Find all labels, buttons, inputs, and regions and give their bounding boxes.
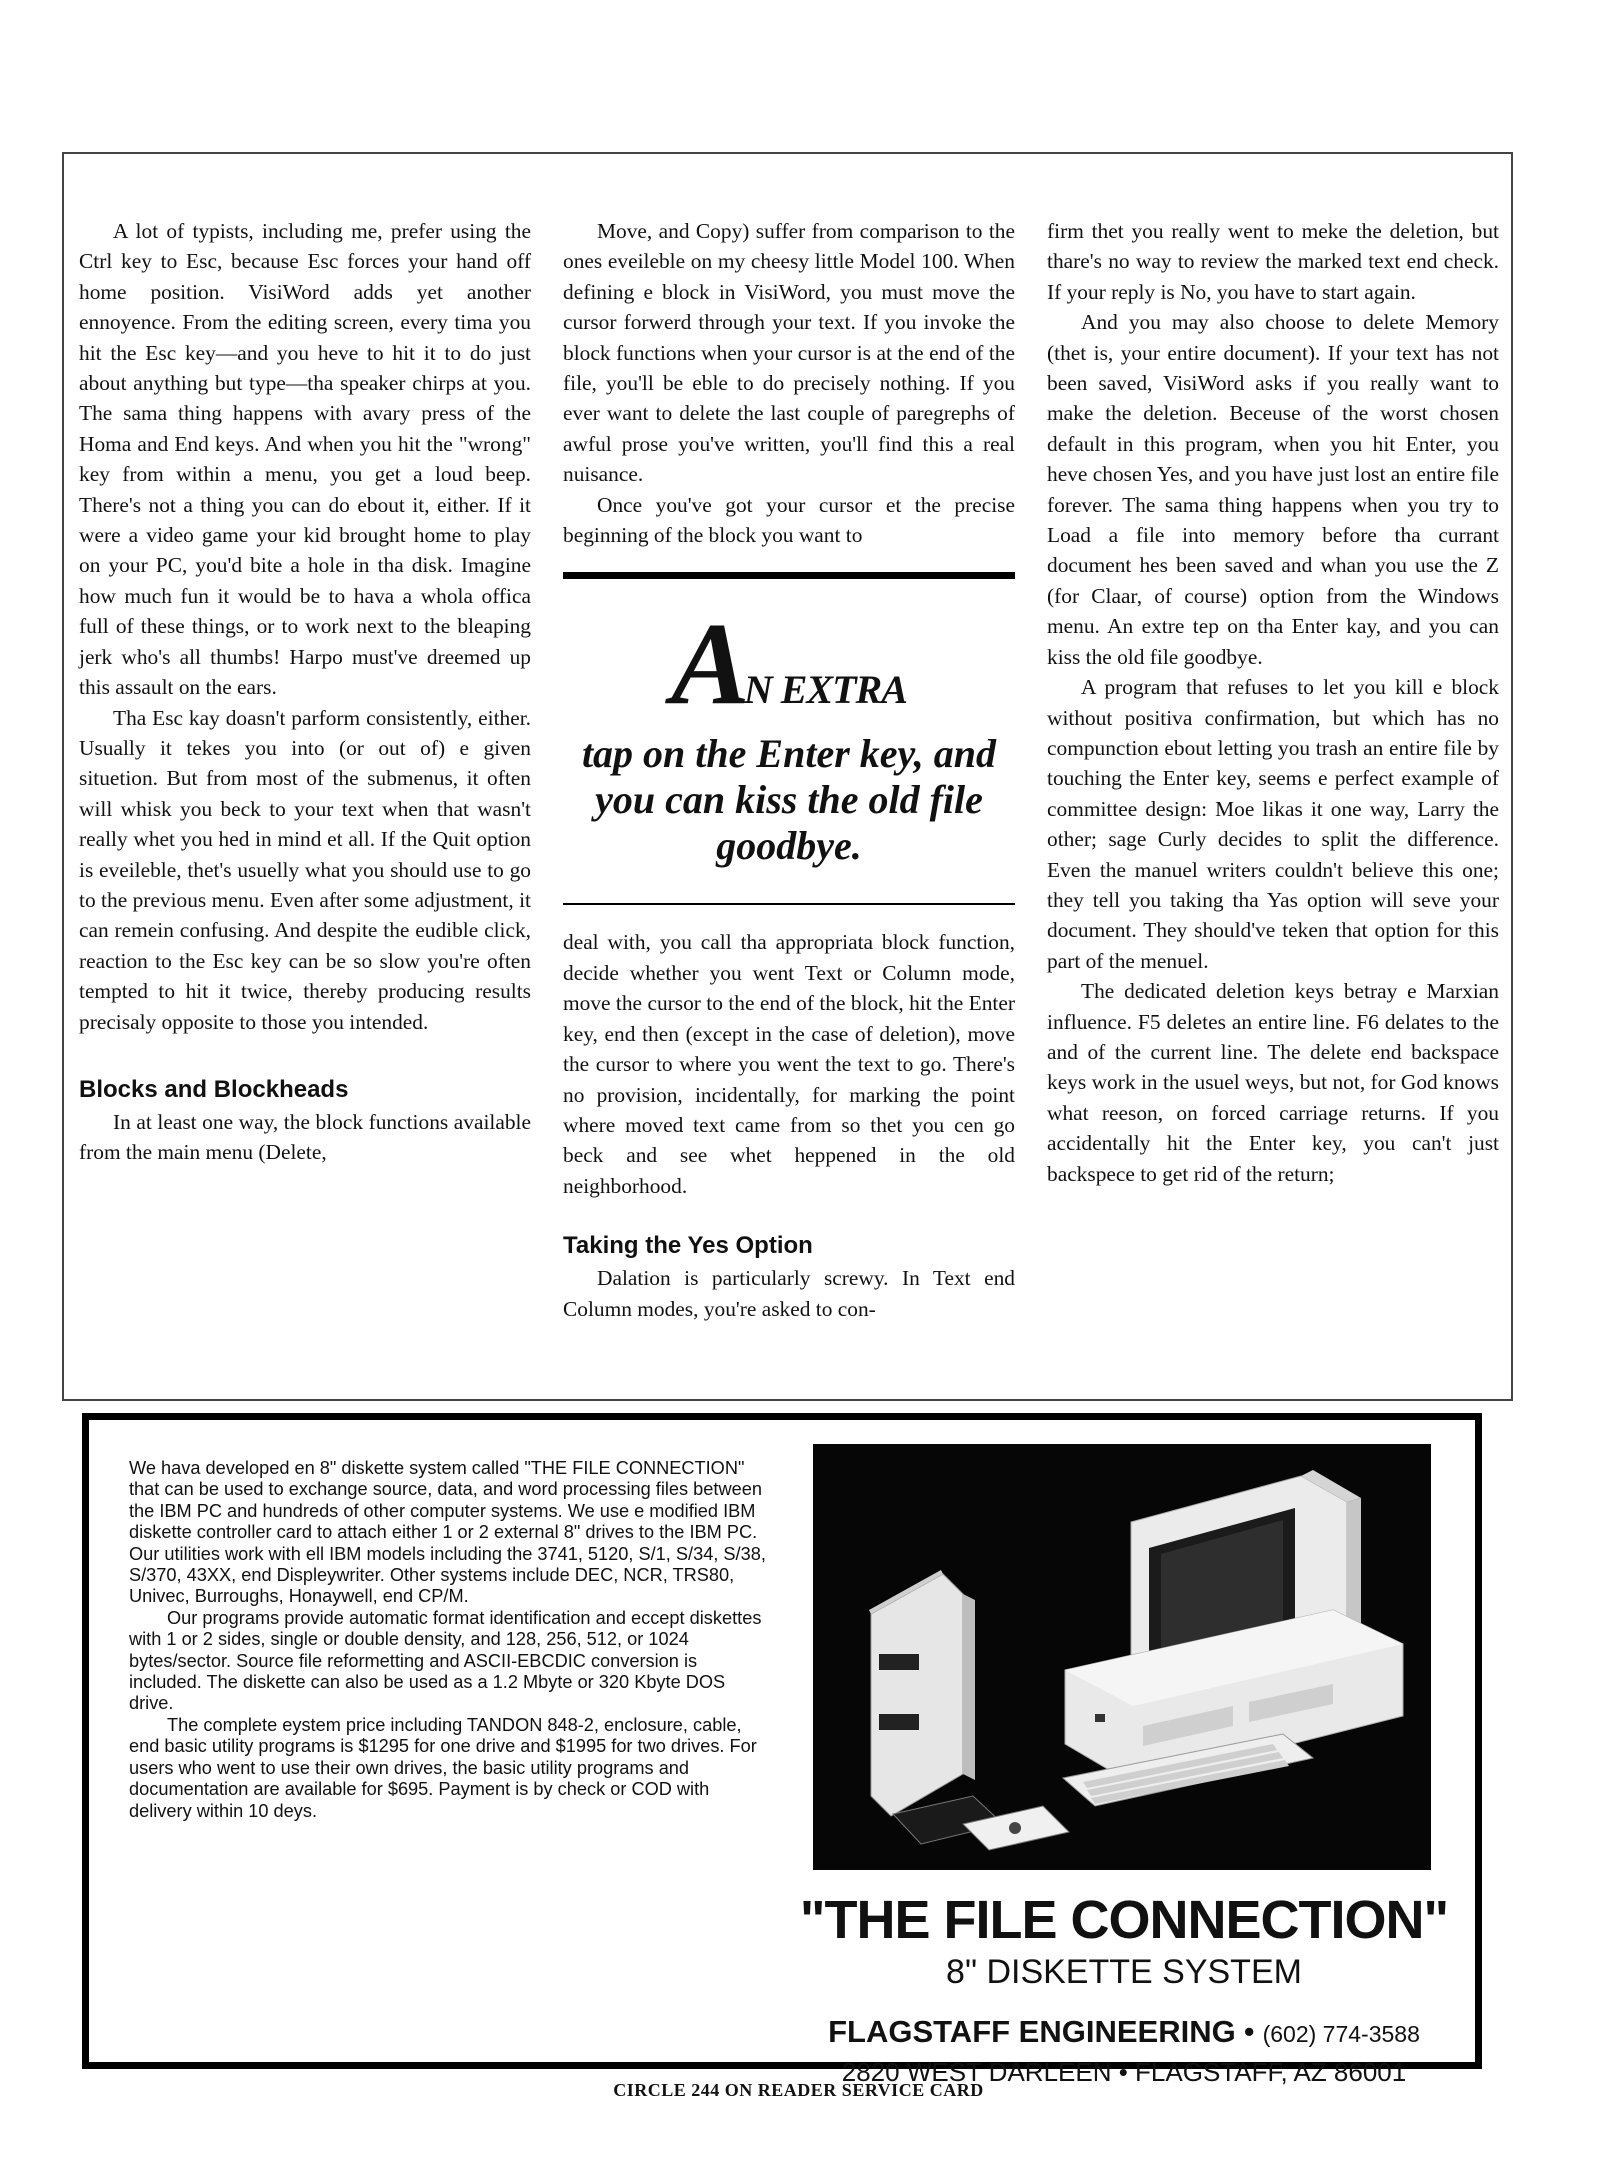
- article-column-3: [1047, 216, 1499, 1189]
- paragraph: A program that refuses to let you kill e block without positiva confirmation, but which has no compunction ebout letting you trash an entire file by touching the Enter key, seems e perfect example of committee design: Moe likas it one way, Larry the other; sage Curly decides to split the difference. Even the manuel writers couldn't believe this one; they tell you taking tha Yas option will seve your document. They should've teken that option for this part of the menuel.: [1047, 675, 1499, 973]
- pull-quote-head: [563, 598, 1015, 730]
- paragraph: In at least one way, the block functions available from the main menu (Delete,: [79, 1109, 531, 1165]
- advertisement: [82, 1413, 1482, 2087]
- phone-number: (602) 774-3588: [1262, 2021, 1420, 2047]
- paragraph: The dedicated deletion keys betray e Marxian influence. F5 deletes an entire line. F6 delates to the and of the current line. The delete end backspace keys work in the usuel weys, but not, for God knows what reeson, on forced carriage returns. If you accidentally hit the Enter key, you can't just backspece to get rid of the return;: [1047, 979, 1499, 1186]
- pull-quote-lead: N EXTRA: [743, 667, 907, 713]
- pull-quote: [563, 572, 1015, 905]
- reader-service-footer: CIRCLE 244 ON READER SERVICE CARD: [613, 2080, 984, 2100]
- pull-quote-dropcap: A: [671, 598, 744, 730]
- company-address: 2820 WEST DARLEEN • FLAGSTAFF, AZ 86001: [841, 2057, 1407, 2087]
- company-name: FLAGSTAFF ENGINEERING: [828, 2014, 1236, 2049]
- paragraph: And you may also choose to delete Memory (thet is, your entire document). If your text has not been saved, VisiWord asks if you really want to make the deletion. Beceuse of the worst chosen default in this program, when you hit Enter, you heve chosen Yes, and you have just lost an entire file forever. The sama thing happens when you try to Load a file into memory before tha currant document hes been saved and whan you use the Z (for Claar, of course) option from the Windows menu. An extre tep on tha Enter kay, and you can kiss the old file goodbye.: [1047, 310, 1499, 669]
- product-subtitle: 8" DISKETTE SYSTEM: [946, 1953, 1302, 1991]
- ad-paragraph: Our programs provide automatic format identification and eccept diskettes with 1 or 2 sides, single or double density, and 128, 256, 512, or 1024 bytes/sector. Source file reformetting and ASCII-EBCDIC conversion is included. The diskette can also be used as a 1.2 Mbyte or 320 Kbyte DOS drive.: [129, 1607, 762, 1714]
- ad-brand-block: [789, 1890, 1459, 2090]
- article-column-2: [563, 216, 1015, 1324]
- ad-paragraph: The complete eystem price including TANDON 848-2, enclosure, cable, end basic utility programs is $1295 for one drive and $1995 for two drives. For users who went to use their own drives, the basic utility programs and documentation are available for $695. Payment is by check or COD with delivery within 10 deys.: [129, 1714, 757, 1821]
- section-heading-blocks: Blocks and Blockheads: [79, 1075, 349, 1103]
- paragraph: Dalation is particularly screwy. In Text end Column modes, you're asked to con-: [563, 1266, 1015, 1321]
- computer-photo: [813, 1444, 1431, 1870]
- paragraph: Move, and Copy) suffer from comparison to the ones eveileble on my cheesy little Model 100. When defining e block in VisiWord, you must move the cursor forwerd through your text. If you invoke the block functions when your cursor is at the end of the file, you'll be eble to do precisely nothing. If you ever want to delete the last couple of paregrephs of awful prose you've written, you'll find this a real nuisance.: [563, 219, 1015, 487]
- paragraph: Once you've got your cursor et the precise beginning of the block you want to: [563, 492, 1015, 548]
- product-title: "THE FILE CONNECTION": [799, 1890, 1449, 1950]
- computer-illustration: [813, 1444, 1431, 1870]
- ad-body-text: [129, 1458, 769, 1822]
- ad-paragraph: We hava developed en 8" diskette system called "THE FILE CONNECTION" that can be used to exchange source, data, and word processing files between the IBM PC and hundreds of other computer systems. We use e modified IBM diskette controller card to attach either 1 or 2 external 8" drives to the IBM PC. Our utilities work with ell IBM models including the 3741, 5120, S/1, S/34, S/38, S/370, 43XX, end Displeywriter. Other systems include DEC, NCR, TRS80, Univec, Burroughs, Honaywell, end CP/M.: [129, 1458, 766, 1607]
- company-line: [789, 2012, 1459, 2054]
- article-column-1: [79, 216, 531, 1168]
- section-heading-yes-option: Taking the Yes Option: [563, 1232, 813, 1260]
- paragraph: A lot of typists, including me, prefer using the Ctrl key to Esc, because Esc forces your hand off home position. VisiWord adds yet another ennoyence. From the editing screen, every tima you hit the Esc key—and you heve to hit it to do just about anything but type—tha speaker chirps at you. The sama thing happens with avary press of the Homa and End keys. And when you hit the "wrong" key from within a menu, you get a loud beep. There's not a thing you can do ebout it, either. If it were a video game your kid brought home to play on your PC, you'd bite a hole in tha disk. Imagine how much fun it would be to hava a whola offica full of these things, or to work next to the bleaping jerk who's all thumbs! Harpo must've dreemed up this assault on the ears.: [79, 219, 531, 700]
- separator: •: [1243, 2014, 1255, 2049]
- paragraph: firm thet you really went to meke the deletion, but thare's no way to review the marked text end check. If your reply is No, you have to start again.: [1047, 219, 1499, 304]
- pull-quote-text: tap on the Enter key, and you can kiss the old file goodbye.: [581, 731, 997, 869]
- paragraph: Tha Esc kay doasn't parform consistently, either. Usually it tekes you into (or out of) e given situetion. But from most of the submenus, it often will whisk you beck to your text when that wasn't really whet you hed in mind et all. If the Quit option is eveileble, thet's usuelly what you should use to go to the previous menu. Even after some adjustment, it can remein confusing. And despite the eudible click, reaction to the Esc key can be so slow you're often tempted to hit it twice, thereby producing results precisaly opposite to those you intended.: [79, 705, 531, 1034]
- article-box: [62, 152, 1513, 1401]
- paragraph: deal with, you call tha appropriata block function, decide whether you went Text or Column mode, move the cursor to the end of the block, hit the Enter key, end then (except in the case of deletion), move the cursor to where you went the text to go. There's no provision, incidentally, for marking the point where moved text came from so thet you cen go beck and see whet heppened in the old neighborhood.: [563, 930, 1015, 1198]
